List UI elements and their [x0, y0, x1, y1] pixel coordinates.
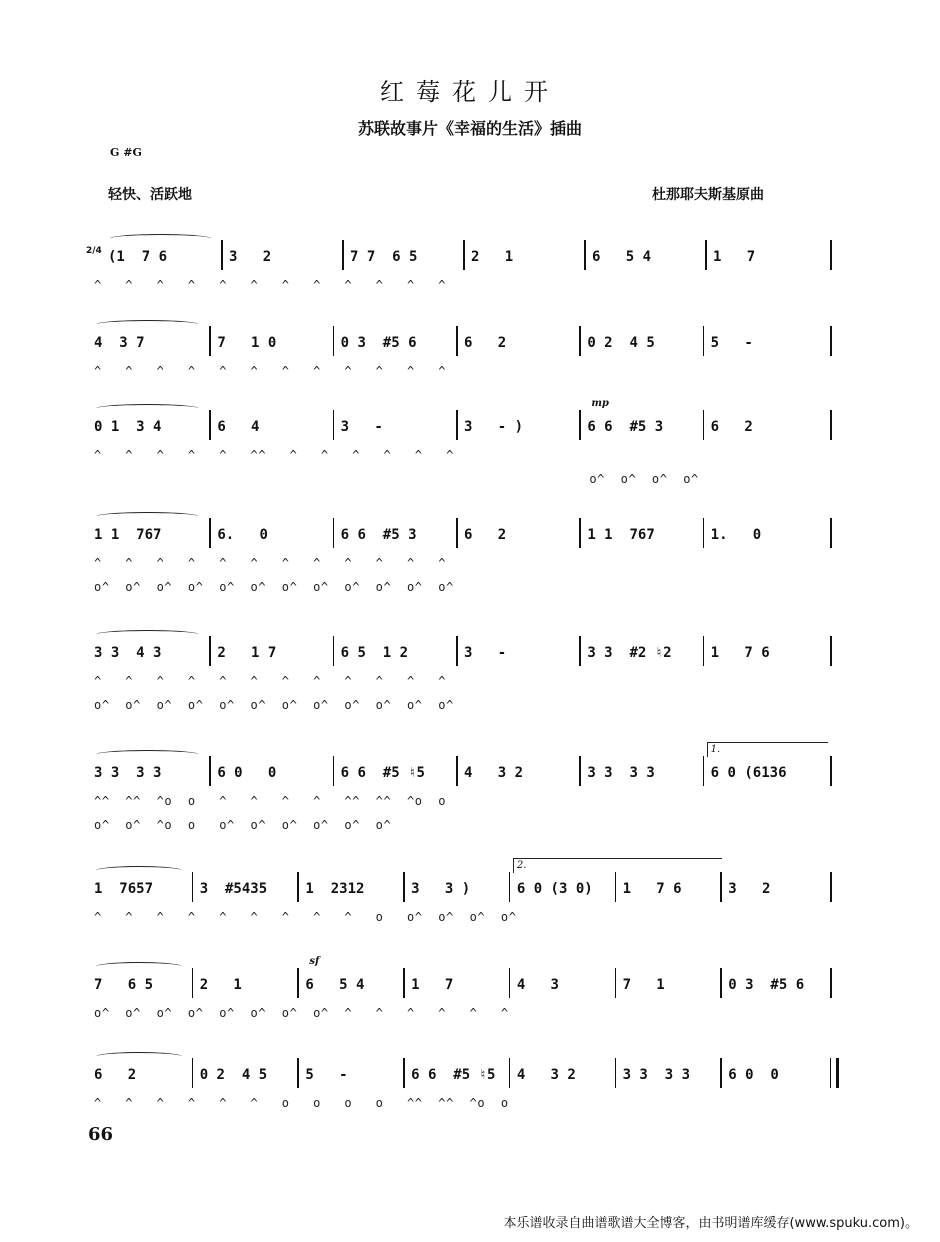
- slur: [96, 750, 199, 759]
- notation-line: [88, 522, 840, 548]
- measure: 4 3: [516, 977, 559, 993]
- barline: [333, 756, 335, 786]
- articulation-row: ^ ^ ^ ^ ^ ^ ^ ^ ^ o o^ o^ o^ o^: [94, 910, 517, 924]
- barline: [333, 636, 335, 666]
- barline: [333, 518, 335, 548]
- measure: 3 #5435: [199, 881, 268, 897]
- barline: [209, 518, 211, 548]
- measure: 5 -: [305, 1067, 348, 1083]
- barline: [509, 968, 511, 998]
- measure: 0 1 3 4: [94, 419, 162, 435]
- measure: 1 7 6: [622, 881, 682, 897]
- measure: 6 6 #5 ♮5: [340, 765, 425, 781]
- time-signature: 2/4: [86, 246, 102, 256]
- barline: [403, 968, 405, 998]
- measure: 4 3 2: [516, 1067, 576, 1083]
- measure: 6 2: [464, 335, 507, 351]
- slur: [110, 234, 211, 243]
- measure: 7 7 6 5: [350, 249, 418, 265]
- measure: 6 0 (6136: [710, 765, 787, 781]
- barline: [830, 240, 832, 270]
- barline: [703, 756, 705, 786]
- notation-line: [88, 330, 840, 356]
- barline: [830, 518, 832, 548]
- barline: [830, 756, 832, 786]
- barline: [342, 240, 344, 270]
- barline: [403, 1058, 405, 1088]
- measure: 3 3 3 3: [587, 765, 655, 781]
- volta-bracket: 1.: [707, 742, 828, 757]
- barline: [456, 326, 458, 356]
- measure: 1 2312: [305, 881, 365, 897]
- measure: 0 3 #5 6: [728, 977, 805, 993]
- barline: [456, 636, 458, 666]
- measure: 3 3 ): [411, 881, 471, 897]
- measure: 3 -: [340, 419, 383, 435]
- articulation-row: o^ o^ o^ o^ o^ o^ o^ o^ ^ ^ ^ ^ ^ ^: [94, 1006, 509, 1020]
- articulation-row: o^ o^ o^ o^: [589, 472, 699, 486]
- measure: 6 4: [217, 419, 260, 435]
- barline: [456, 518, 458, 548]
- composer-credit: 杜那耶夫斯基原曲: [652, 187, 764, 203]
- measure: 6 5 4: [305, 977, 365, 993]
- notation-line: [88, 1062, 840, 1088]
- slur: [96, 630, 199, 639]
- barline: [456, 756, 458, 786]
- barline: [584, 240, 586, 270]
- articulation-row: ^ ^ ^ ^ ^ ^ ^ ^ ^ ^ ^ ^: [94, 278, 447, 292]
- measure: 6 2: [710, 419, 753, 435]
- notation-line: [88, 640, 840, 666]
- barline: [720, 1058, 722, 1088]
- volta-bracket: 2.: [513, 858, 722, 873]
- barline: [579, 756, 581, 786]
- measure: 7 6 5: [94, 977, 154, 993]
- barline: [297, 968, 299, 998]
- tempo-marking: 轻快、活跃地: [108, 187, 192, 203]
- measure: 6 2: [464, 527, 507, 543]
- barline: [720, 872, 722, 902]
- footer-note: 本乐谱收录自曲谱歌谱大全博客，由书明谱库缓存(www.spuku.com)。: [503, 1216, 918, 1231]
- measure: 6 5 1 2: [340, 645, 409, 661]
- measure: 7 1 0: [217, 335, 277, 351]
- barline: [297, 872, 299, 902]
- notation-line: [88, 398, 840, 440]
- barline: [615, 1058, 617, 1088]
- articulation-row: ^ ^ ^ ^ ^ ^ ^ ^ ^ ^ ^ ^: [94, 364, 447, 378]
- notation-line: [88, 244, 840, 270]
- barline: [720, 968, 722, 998]
- measure: 6 0 (3 0): [516, 881, 593, 897]
- measure: 6. 0: [217, 527, 268, 543]
- barline: [703, 410, 705, 440]
- slur: [96, 404, 199, 413]
- measure: 1. 0: [710, 527, 762, 543]
- articulation-row: ^^ ^^ ^o o ^ ^ ^ ^ ^^ ^^ ^o o: [94, 794, 447, 808]
- articulation-row: o^ o^ o^ o^ o^ o^ o^ o^ o^ o^ o^ o^: [94, 580, 454, 594]
- measure: 2 1: [471, 249, 514, 265]
- barline: [703, 518, 705, 548]
- barline: [209, 636, 211, 666]
- notation-system: [88, 744, 840, 872]
- song-subtitle: 苏联故事片《幸福的生活》插曲: [357, 119, 582, 138]
- slur: [96, 866, 182, 875]
- barline: [192, 872, 194, 902]
- measure: 3 3 4 3: [94, 645, 162, 661]
- notation-system: [88, 640, 840, 752]
- measure: 3 2: [229, 249, 272, 265]
- barline: [830, 636, 832, 666]
- measure: 2 1: [199, 977, 242, 993]
- barline: [403, 872, 405, 902]
- notation-system: [88, 398, 840, 526]
- barline: [579, 636, 581, 666]
- measure: 2 1 7: [217, 645, 277, 661]
- measure: 3 - ): [464, 419, 524, 435]
- key-signature: G #G: [110, 146, 142, 159]
- barline: [703, 636, 705, 666]
- barline: [192, 968, 194, 998]
- barline: [509, 872, 511, 902]
- notation-line: [88, 956, 840, 998]
- barline: [221, 240, 223, 270]
- slur: [96, 320, 199, 329]
- barline: [297, 1058, 299, 1088]
- barline: [209, 756, 211, 786]
- notation-system: [88, 1062, 840, 1174]
- slur: [96, 512, 199, 521]
- measure: 5 -: [710, 335, 753, 351]
- barline: [192, 1058, 194, 1088]
- measure: (1 7 6: [108, 249, 168, 265]
- notation-system: [88, 522, 840, 634]
- measure: 6 0 0: [728, 1067, 779, 1083]
- barline: [705, 240, 707, 270]
- barline: [579, 518, 581, 548]
- measure: 3 2: [728, 881, 771, 897]
- measure: 1 7: [411, 977, 454, 993]
- measure: 3 -: [464, 645, 507, 661]
- measure: 0 2 4 5: [199, 1067, 268, 1083]
- measure: 6 2: [94, 1067, 137, 1083]
- articulation-row: ^ ^ ^ ^ ^ ^ ^ ^ ^ ^ ^ ^: [94, 674, 447, 688]
- measure: 1 7657: [94, 881, 154, 897]
- final-barline: [830, 1058, 839, 1088]
- dynamic-marking: mp: [591, 398, 609, 409]
- measure: 0 2 4 5: [587, 335, 655, 351]
- dynamic-marking: sf: [309, 956, 320, 967]
- articulation-row: ^ ^ ^ ^ ^ ^^ ^ ^ ^ ^ ^ ^: [94, 448, 454, 462]
- measure: 3 3 3 3: [94, 765, 162, 781]
- measure: 1 7: [713, 249, 756, 265]
- measure: 1 7 6: [710, 645, 770, 661]
- articulation-row: ^ ^ ^ ^ ^ ^ ^ ^ ^ ^ ^ ^: [94, 556, 447, 570]
- measure: 4 3 2: [464, 765, 524, 781]
- measure: 6 6 #5 3: [340, 527, 417, 543]
- measure: 1 1 767: [587, 527, 655, 543]
- barline: [209, 326, 211, 356]
- measure: 6 6 #5 ♮5: [411, 1067, 496, 1083]
- barline: [615, 872, 617, 902]
- measure: 3 3 #2 ♮2: [587, 645, 672, 661]
- barline: [509, 1058, 511, 1088]
- slur: [96, 1052, 182, 1061]
- measure: 7 1: [622, 977, 665, 993]
- measure: 6 6 #5 3: [587, 419, 664, 435]
- measure: 0 3 #5 6: [340, 335, 417, 351]
- measure: 6 0 0: [217, 765, 277, 781]
- notation-line: [88, 860, 840, 902]
- articulation-row: o^ o^ ^o o o^ o^ o^ o^ o^ o^: [94, 818, 392, 832]
- barline: [830, 326, 832, 356]
- barline: [830, 968, 832, 998]
- barline: [209, 410, 211, 440]
- measure: 6 5 4: [592, 249, 652, 265]
- measure: 4 3 7: [94, 335, 145, 351]
- barline: [830, 872, 832, 902]
- barline: [579, 326, 581, 356]
- song-title: 红莓花儿开: [380, 78, 560, 106]
- barline: [333, 410, 335, 440]
- page-number: 66: [88, 1124, 114, 1145]
- slur: [96, 962, 182, 971]
- measure: 1 1 767: [94, 527, 162, 543]
- barline: [463, 240, 465, 270]
- barline: [579, 410, 581, 440]
- articulation-row: o^ o^ o^ o^ o^ o^ o^ o^ o^ o^ o^ o^: [94, 698, 454, 712]
- measure: 3 3 3 3: [622, 1067, 690, 1083]
- articulation-row: ^ ^ ^ ^ ^ ^ o o o o ^^ ^^ ^o o: [94, 1096, 509, 1110]
- barline: [830, 410, 832, 440]
- barline: [703, 326, 705, 356]
- notation-line: [88, 744, 840, 786]
- barline: [615, 968, 617, 998]
- barline: [333, 326, 335, 356]
- barline: [456, 410, 458, 440]
